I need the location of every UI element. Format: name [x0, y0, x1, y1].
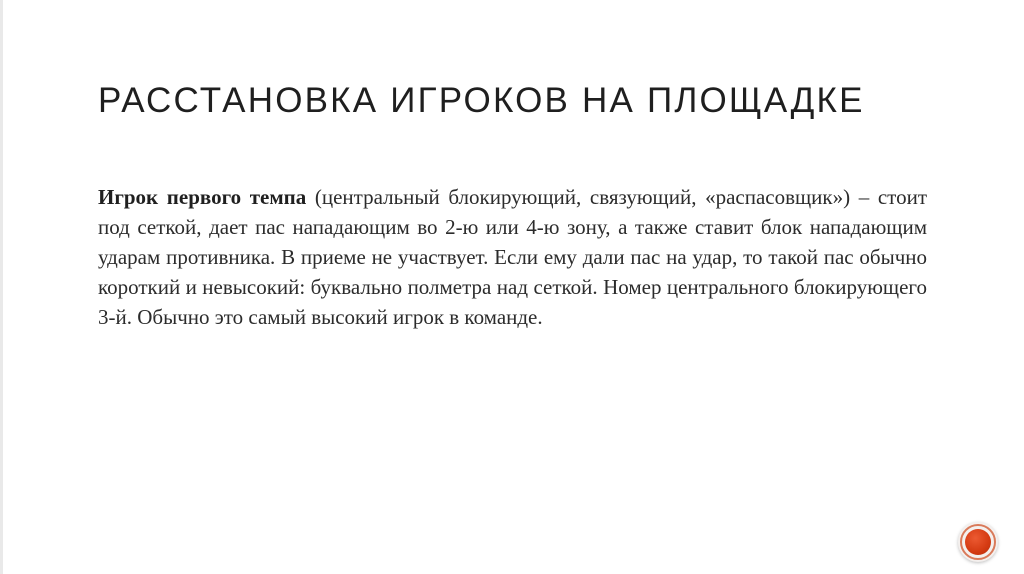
circle-nav-icon — [965, 529, 991, 555]
slide-title: РАССТАНОВКА ИГРОКОВ НА ПЛОЩАДКЕ — [98, 81, 865, 120]
slide-nav-button[interactable] — [958, 522, 998, 562]
slide-body-paragraph — [98, 182, 927, 332]
bold-lead-text: Игрок первого темпа — [98, 185, 307, 209]
paragraph-text: (центральный блокирующий, связующий, «распасовщик») – стоит под сеткой, дает пас нападающим во 2-ю или 4-ю зону, а также ставит блок нападающим ударам противника. В приеме не участвует. Если ему дали пас на удар, то такой пас обычно короткий и невысокий: буквально полметра над сеткой. Номер центрального блокирующего 3-й. Обычно это самый высокий игрок в команде. — [98, 185, 927, 329]
slide-edge — [0, 0, 3, 574]
